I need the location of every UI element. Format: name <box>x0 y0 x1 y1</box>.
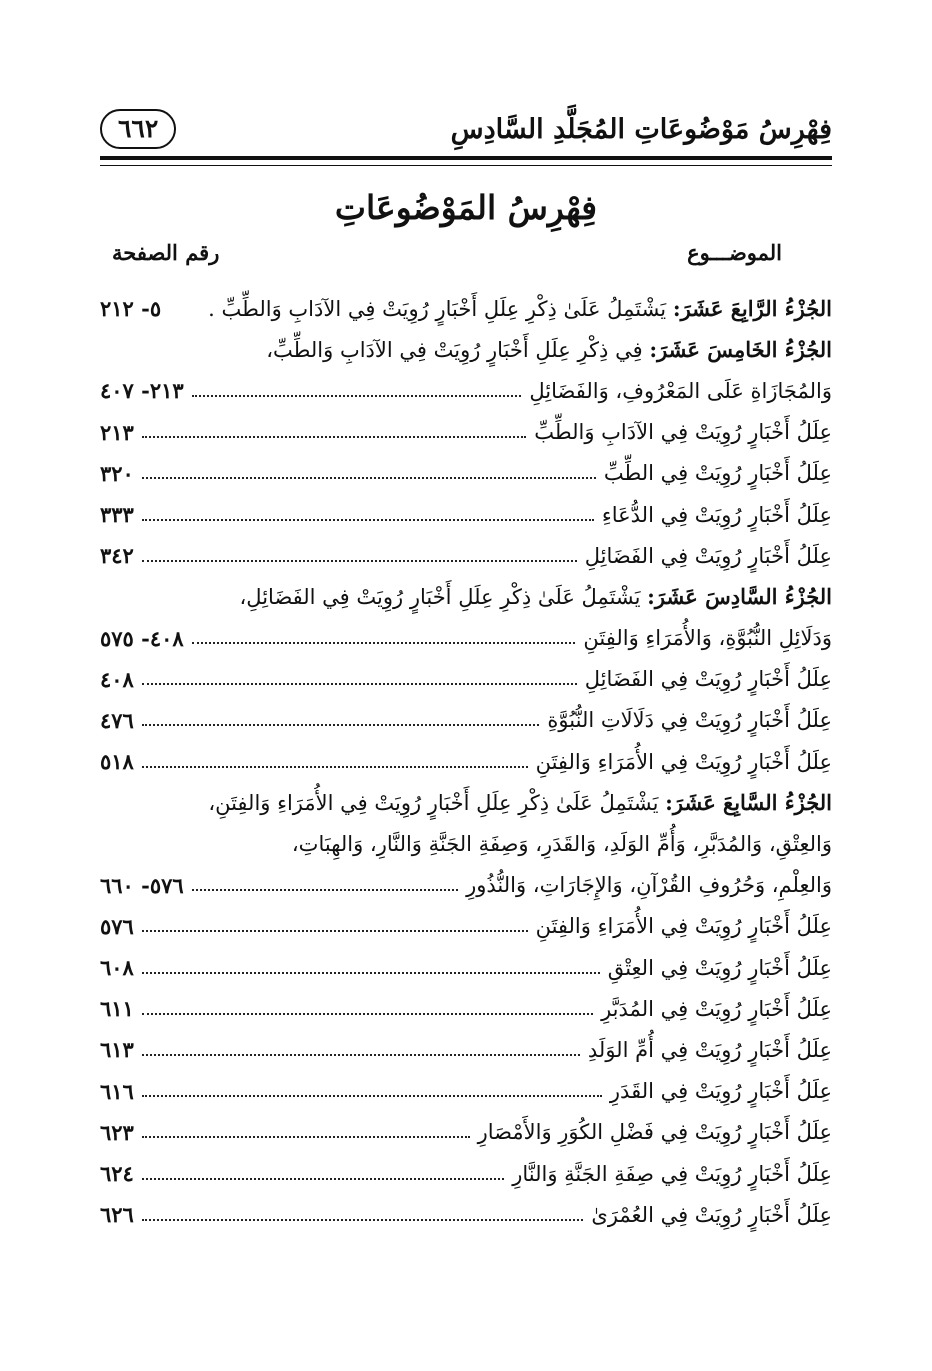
toc-entry-text <box>588 1038 832 1062</box>
toc-topic: وَالمُجَازَاةِ عَلَى المَعْرُوفِ، وَالفَضَائِلِ <box>529 378 832 403</box>
toc-page-number: ٦٢٤ <box>100 1161 134 1187</box>
toc-page-number: ٢١٣- ٤٠٧ <box>100 378 184 404</box>
toc-entry-text <box>466 873 832 897</box>
toc-part-label: الجُزْءُ الخَامِسَ عَشَرَ: <box>649 337 832 363</box>
toc-topic: فِي ذِكْرِ عِلَلِ أَخْبَارٍ رُوِيَتْ فِي الآدَابِ وَالطِّبِّ، <box>266 338 643 363</box>
toc-entry <box>100 412 832 453</box>
toc-page-number: ٥١٨ <box>100 749 134 775</box>
toc-entry <box>100 741 832 782</box>
dot-leader <box>169 313 200 315</box>
toc-part-label: الجُزْءُ الرَّابِعَ عَشَرَ: <box>672 296 832 322</box>
toc-page-number: ٦٢٦ <box>100 1202 134 1228</box>
toc-topic: عِلَلُ أَخْبَارٍ رُوِيَتْ فِي الفَضَائِلِ <box>584 543 832 568</box>
toc-page-number: ٦١٦ <box>100 1078 134 1104</box>
toc-entry-text <box>547 708 832 732</box>
dot-leader <box>142 683 577 685</box>
toc-entry-text <box>604 461 832 485</box>
column-headers <box>100 240 832 265</box>
column-header-topic: الموضـــوع <box>687 240 782 265</box>
toc-topic: عِلَلُ أَخْبَارٍ رُوِيَتْ فِي الدُّعَاءِ <box>601 502 832 527</box>
toc-page-number: ٤٧٦ <box>100 707 134 733</box>
toc-entry <box>100 700 832 741</box>
toc-topic: عِلَلُ أَخْبَارٍ رُوِيَتْ فِي العِتْقِ <box>607 955 832 980</box>
toc-entry <box>100 1153 832 1194</box>
toc-topic: وَدَلَائِلِ النُّبُوَّةِ، وَالأُمَرَاءِ وَالفِتَنِ <box>583 626 832 651</box>
dot-leader <box>142 1095 602 1097</box>
toc-topic: يَشْتَمِلُ عَلَىٰ ذِكْرِ عِلَلِ أَخْبَارٍ رُوِيَتْ فِي الأُمَرَاءِ وَالفِتَنِ، <box>208 791 659 816</box>
toc-entry-text <box>534 420 832 444</box>
toc-entry-text <box>602 503 832 527</box>
toc-entry-text <box>601 997 832 1021</box>
running-header <box>100 104 832 154</box>
toc-entry <box>100 453 832 494</box>
dot-leader <box>142 560 577 562</box>
dot-leader <box>142 1219 584 1221</box>
toc-page-number: ٤٠٨- ٥٧٥ <box>100 625 184 651</box>
dot-leader <box>192 642 576 644</box>
toc-entry <box>100 659 832 700</box>
toc-entry-text <box>585 544 832 568</box>
toc-topic: عِلَلُ أَخْبَارٍ رُوِيَتْ فِي دَلَالَاتِ النُّبُوَّةِ <box>547 708 832 733</box>
toc-part-label: الجُزْءُ السَّادِسَ عَشَرَ: <box>647 584 832 610</box>
dot-leader <box>192 889 458 891</box>
toc-entry <box>100 782 832 823</box>
toc-entry <box>100 370 832 411</box>
dot-leader <box>142 477 596 479</box>
toc-entry <box>100 494 832 535</box>
toc-entry-text <box>478 1120 832 1144</box>
dot-leader <box>142 724 540 726</box>
toc-entry <box>100 1194 832 1235</box>
toc-entry <box>100 1071 832 1112</box>
toc-entry <box>100 947 832 988</box>
toc-topic: عِلَلُ أَخْبَارٍ رُوِيَتْ فِي فَضْلِ الكُوَرِ وَالأَمْصَارِ <box>477 1120 832 1145</box>
toc-entry <box>100 618 832 659</box>
toc-entry <box>100 1029 832 1070</box>
toc-entry <box>100 906 832 947</box>
toc-topic: عِلَلُ أَخْبَارٍ رُوِيَتْ فِي الفَضَائِلِ <box>584 667 832 692</box>
toc-entry <box>100 288 832 329</box>
toc-entry <box>100 329 832 370</box>
header-rule-thin <box>100 165 832 166</box>
toc-topic: عِلَلُ أَخْبَارٍ رُوِيَتْ فِي صِفَةِ الجَنَّةِ وَالنَّارِ <box>512 1161 832 1186</box>
toc-entry-text <box>292 832 832 856</box>
toc-entry-text <box>529 379 832 403</box>
toc-topic: يَشْتَمِلُ عَلَىٰ ذِكْرِ عِلَلِ أَخْبَارٍ رُوِيَتْ فِي الآدَابِ وَالطِّبِّ . <box>208 297 667 322</box>
column-header-page: رقم الصفحة <box>112 240 220 265</box>
toc-entry <box>100 988 832 1029</box>
toc-topic: عِلَلُ أَخْبَارٍ رُوِيَتْ فِي الأُمَرَاءِ وَالفِتَنِ <box>535 914 832 939</box>
toc-entry-text <box>610 1079 832 1103</box>
toc-page-number: ٣٣٣ <box>100 502 134 528</box>
toc-entry-text <box>608 956 832 980</box>
toc-entry-text <box>536 750 832 774</box>
toc-entry-text <box>583 626 832 650</box>
toc-entry <box>100 1112 832 1153</box>
dot-leader <box>142 766 528 768</box>
toc-page-number: ٥٧٦- ٦٦٠ <box>100 872 184 898</box>
toc-page-number: ٤٠٨ <box>100 666 134 692</box>
dot-leader <box>142 972 600 974</box>
toc-topic: عِلَلُ أَخْبَارٍ رُوِيَتْ فِي المُدَبَّرِ <box>601 996 832 1021</box>
dot-leader <box>142 1054 580 1056</box>
toc-topic: وَالعِلْمِ، وَحُرُوفِ القُرْآنِ، وَالإِجَارَاتِ، وَالنُّذُورِ <box>466 873 832 898</box>
header-rule-thick <box>100 156 832 160</box>
dot-leader <box>142 1136 470 1138</box>
running-title: فِهْرِسُ مَوْضُوعَاتِ المُجَلَّدِ السَّادِسِ <box>450 113 832 145</box>
toc-entry-text <box>266 337 832 362</box>
toc-entry-text <box>208 790 832 815</box>
page-number-badge: ٦٦٢ <box>100 109 176 149</box>
toc-entry <box>100 535 832 576</box>
index-title: فِهْرِسُ المَوْضُوعَاتِ <box>334 188 598 227</box>
toc-entry-text <box>536 914 832 938</box>
toc-page-number: ٦١١ <box>100 996 134 1022</box>
dot-leader <box>142 436 526 438</box>
dot-leader <box>142 1178 504 1180</box>
toc-entry-text <box>591 1203 832 1227</box>
toc-entry-text <box>208 296 832 321</box>
toc-part-label: الجُزْءُ السَّابِعَ عَشَرَ: <box>665 790 832 816</box>
toc-entry-text <box>585 667 832 691</box>
toc-topic: عِلَلُ أَخْبَارٍ رُوِيَتْ فِي القَدَرِ <box>609 1079 832 1104</box>
toc-page-number: ٦٢٣ <box>100 1119 134 1145</box>
toc-page-number: ٥- ٢١٢ <box>100 296 162 322</box>
toc-topic: عِلَلُ أَخْبَارٍ رُوِيَتْ فِي الأُمَرَاءِ وَالفِتَنِ <box>535 749 832 774</box>
dot-leader <box>142 930 528 932</box>
toc-page-number: ٦٠٨ <box>100 955 134 981</box>
toc-topic: عِلَلُ أَخْبَارٍ رُوِيَتْ فِي الآدَابِ وَالطِّبِّ <box>534 420 832 445</box>
toc-page-number: ٥٧٦ <box>100 913 134 939</box>
toc-entry <box>100 823 832 864</box>
toc-topic: يَشْتَمِلُ عَلَىٰ ذِكْرِ عِلَلِ أَخْبَارٍ رُوِيَتْ فِي الفَضَائِلِ، <box>239 585 641 610</box>
toc-entry-text <box>512 1162 832 1186</box>
toc-page-number: ٦١٣ <box>100 1037 134 1063</box>
toc-topic: وَالعِتْقِ، وَالمُدَبَّرِ، وَأُمِّ الوَلَدِ، وَالقَدَرِ، وَصِفَةِ الجَنَّةِ وَالنَّارِ، وَالهِبَاتِ، <box>291 832 832 857</box>
table-of-contents <box>100 288 832 1235</box>
toc-entry <box>100 865 832 906</box>
toc-topic: عِلَلُ أَخْبَارٍ رُوِيَتْ فِي الطِّبِّ <box>603 461 832 486</box>
toc-page-number: ٢١٣ <box>100 419 134 445</box>
dot-leader <box>142 1013 593 1015</box>
toc-entry <box>100 576 832 617</box>
toc-topic: عِلَلُ أَخْبَارٍ رُوِيَتْ فِي أُمِّ الوَلَدِ <box>587 1037 832 1062</box>
toc-topic: عِلَلُ أَخْبَارٍ رُوِيَتْ فِي العُمْرَىٰ <box>591 1202 832 1227</box>
toc-entry-text <box>240 584 832 609</box>
dot-leader <box>142 519 594 521</box>
toc-page-number: ٣٢٠ <box>100 460 134 486</box>
dot-leader <box>192 395 522 397</box>
toc-page-number: ٣٤٢ <box>100 543 134 569</box>
